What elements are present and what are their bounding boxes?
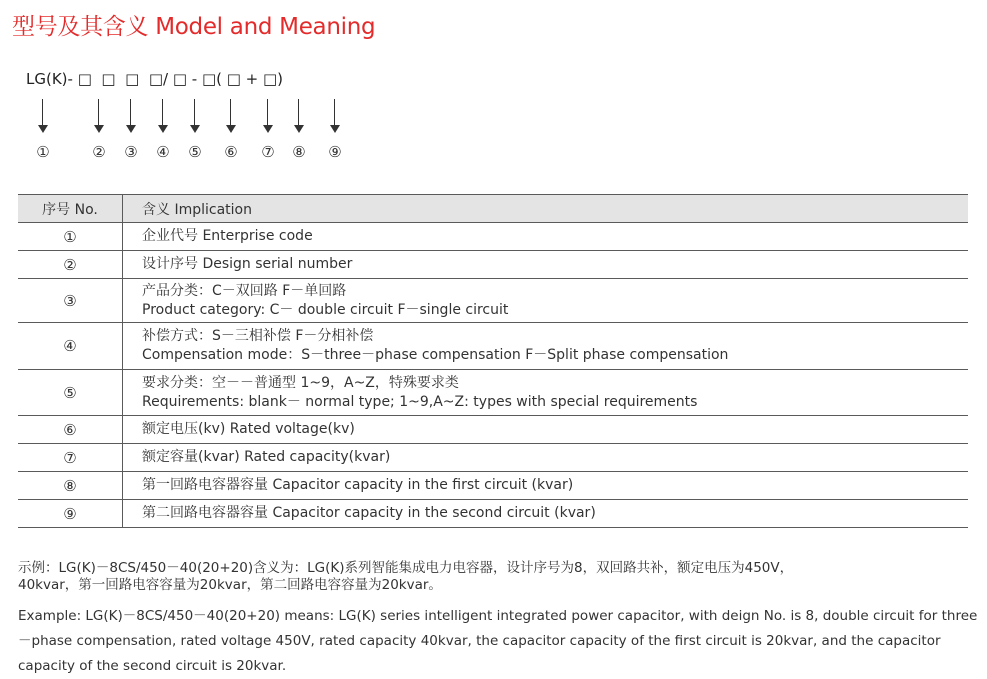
- model-code: LG(K)- □ □ □ □/ □ - □( □ + □): [26, 70, 284, 88]
- table-row: [18, 279, 968, 323]
- marker-1: ①: [36, 143, 50, 161]
- row-text-en: Requirements: blank－ normal type; 1~9,A~Z: types with special requirements: [142, 393, 698, 410]
- row-text: 设计序号 Design serial number: [142, 256, 353, 272]
- marker-8: ⑧: [292, 143, 306, 161]
- row-implication: [123, 279, 969, 323]
- header-implication: 含义 Implication: [123, 195, 969, 223]
- table-row: [18, 416, 968, 444]
- row-implication: [123, 444, 969, 472]
- header-no: 序号 No.: [18, 195, 123, 223]
- table-row: [18, 323, 968, 370]
- arrow-down-icon: [94, 99, 104, 134]
- arrow-down-icon: [330, 99, 340, 134]
- row-number: ③: [18, 279, 123, 323]
- table-header-row: [18, 195, 968, 223]
- row-number: ⑦: [18, 444, 123, 472]
- row-text-cn: 要求分类：空－－普通型 1~9，A~Z，特殊要求类: [142, 374, 459, 391]
- table-row: [18, 251, 968, 279]
- row-text-cn: 产品分类：C－双回路 F－单回路: [142, 282, 347, 299]
- row-number: ⑤: [18, 370, 123, 416]
- row-implication: [123, 370, 969, 416]
- row-implication: [123, 223, 969, 251]
- table-row: [18, 223, 968, 251]
- row-implication: [123, 251, 969, 279]
- row-text: 额定电压(kv) Rated voltage(kv): [142, 421, 355, 437]
- example-cn-line2: 40kvar，第一回路电容容量为20kvar，第二回路电容容量为20kvar。: [18, 577, 442, 593]
- table-row: [18, 472, 968, 500]
- arrow-down-icon: [158, 99, 168, 134]
- marker-3: ③: [124, 143, 138, 161]
- row-text-en: Compensation mode：S－three－phase compensation F－Split phase compensation: [142, 347, 729, 363]
- arrow-down-icon: [263, 99, 273, 134]
- page-title: 型号及其含义 Model and Meaning: [12, 14, 376, 40]
- marker-7: ⑦: [261, 143, 275, 161]
- table-row: [18, 500, 968, 528]
- row-implication: [123, 500, 969, 528]
- example-cn-line1: 示例：LG(K)－8CS/450－40(20+20)含义为：LG(K)系列智能集成电力电容器，设计序号为8，双回路共补，额定电压为450V，: [18, 560, 794, 576]
- meaning-table: [18, 194, 968, 528]
- example-en: Example: LG(K)－8CS/450－40(20+20) means: LG(K) series intelligent integrated power capacitor, with deign No. is 8, double circuit for three－phase compensation, rated voltage 450V, rated capacity 40kvar, the capacitor capacity of the first circuit is 20kvar, and the capacitor capacity of the second circuit is 20kvar.: [18, 608, 978, 674]
- row-text-en: Product category: C－ double circuit F－single circuit: [142, 301, 509, 318]
- marker-9: ⑨: [328, 143, 342, 161]
- arrow-down-icon: [126, 99, 136, 134]
- row-number: ⑨: [18, 500, 123, 528]
- row-number: ⑥: [18, 416, 123, 444]
- row-text: 第一回路电容器容量 Capacitor capacity in the first circuit (kvar): [142, 477, 574, 493]
- row-implication: [123, 323, 969, 370]
- arrow-down-icon: [226, 99, 236, 134]
- row-number: ⑧: [18, 472, 123, 500]
- marker-6: ⑥: [224, 143, 238, 161]
- row-number: ②: [18, 251, 123, 279]
- arrow-down-icon: [294, 99, 304, 134]
- row-implication: [123, 472, 969, 500]
- table-row: [18, 444, 968, 472]
- table-row: [18, 370, 968, 416]
- marker-4: ④: [156, 143, 170, 161]
- row-implication: [123, 416, 969, 444]
- arrow-down-icon: [190, 99, 200, 134]
- row-number: ④: [18, 323, 123, 370]
- row-text: 第二回路电容器容量 Capacitor capacity in the second circuit (kvar): [142, 505, 596, 521]
- row-text: 企业代号 Enterprise code: [142, 228, 313, 244]
- marker-5: ⑤: [188, 143, 202, 161]
- row-text: 额定容量(kvar) Rated capacity(kvar): [142, 449, 391, 465]
- marker-2: ②: [92, 143, 106, 161]
- row-text-cn: 补偿方式：S－三相补偿 F－分相补偿: [142, 328, 374, 344]
- arrow-down-icon: [38, 99, 48, 134]
- row-number: ①: [18, 223, 123, 251]
